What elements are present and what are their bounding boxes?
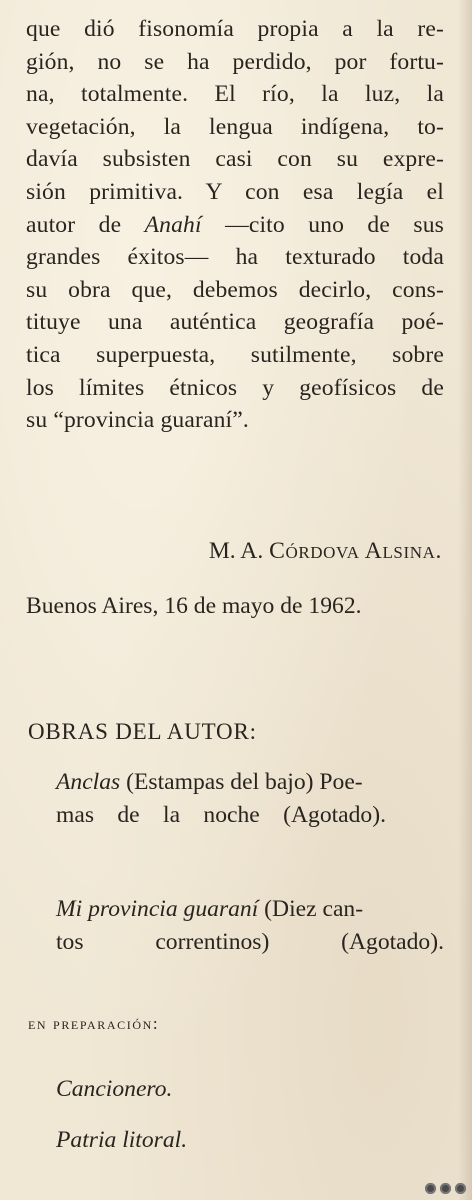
work-item-mi-provincia-guarani [56, 893, 446, 959]
body-line: tica superpuesta, sutilmente, sobre [26, 341, 444, 368]
previous-page-icon[interactable] [425, 1183, 436, 1194]
preparation-item-cancionero: Cancionero. [56, 1076, 173, 1102]
body-line-part: —cito uno de sus [201, 211, 444, 238]
dateline: Buenos Aires, 16 de mayo de 1962. [26, 593, 362, 619]
body-line: grandes éxitos— ha texturado toda [26, 244, 444, 271]
body-text [26, 13, 444, 437]
body-line: davía subsisten casi con su expre- [26, 146, 444, 173]
body-line: que dió fisonomía propia a la re- [26, 16, 444, 42]
work-description: (Diez can- [258, 896, 364, 922]
body-line-part: autor de [26, 211, 145, 238]
body-line: su “provincia guaraní”. [26, 407, 249, 434]
signature-initials: M. A. [208, 538, 270, 564]
preparation-heading: en preparación: [28, 1014, 160, 1033]
work-description-continued: tos correntinos) (Agotado). [56, 929, 444, 955]
work-description-continued: mas de la noche (Agotado). [56, 802, 386, 828]
body-line: los límites étnicos y geofísicos de [26, 374, 444, 401]
body-line: tituye una auténtica geografía poé- [26, 309, 444, 336]
work-item-anclas [56, 766, 446, 832]
work-title: Anclas [56, 769, 121, 795]
body-line: gión, no se ha perdido, por fortu- [26, 48, 444, 75]
page-navigation [425, 1183, 466, 1194]
body-line [26, 209, 444, 242]
works-heading: OBRAS DEL AUTOR: [28, 719, 257, 744]
body-line: su obra que, debemos decirlo, cons- [26, 276, 444, 303]
signature-name: Córdova Alsina. [269, 538, 442, 564]
preparation-item-patria-litoral: Patria litoral. [56, 1127, 188, 1153]
signature [209, 536, 442, 566]
body-line: na, totalmente. El río, la luz, la [26, 81, 444, 108]
page-menu-icon[interactable] [440, 1183, 451, 1194]
book-title-anahi: Anahí [144, 211, 202, 238]
work-description: (Estampas del bajo) Poe- [120, 769, 363, 795]
page-edge-shadow [458, 0, 472, 1200]
next-page-icon[interactable] [455, 1183, 466, 1194]
body-line: sión primitiva. Y con esa legía el [26, 178, 444, 205]
body-line: vegetación, la lengua indígena, to- [26, 113, 444, 140]
work-title: Mi provincia guaraní [56, 896, 259, 922]
